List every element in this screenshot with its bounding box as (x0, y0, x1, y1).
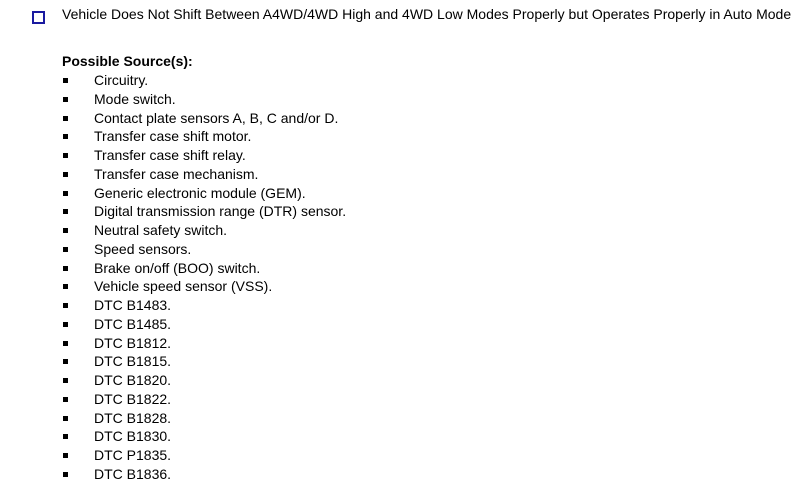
checkbox-icon[interactable] (32, 11, 45, 24)
list-item-text: DTC B1822. (94, 390, 172, 407)
list-item-text: Neutral safety switch. (94, 222, 228, 238)
list-item-text: Vehicle speed sensor (VSS). (94, 278, 273, 295)
list-item-text: Transfer case shift motor. (94, 128, 252, 145)
square-bullet-icon (63, 472, 68, 477)
list-item-text: Circuitry. (94, 72, 149, 88)
square-bullet-icon (63, 228, 68, 233)
list-item-text: Transfer case mechanism. (94, 165, 259, 182)
square-bullet-icon (63, 116, 68, 121)
square-bullet-icon (63, 341, 68, 346)
square-bullet-icon (63, 416, 68, 421)
square-bullet-icon (63, 191, 68, 196)
list-item-text: DTC B1483. (94, 297, 172, 313)
square-bullet-icon (63, 153, 68, 158)
list-item-text: DTC B1815. (94, 353, 172, 370)
possible-sources-heading: Possible Source(s): (62, 53, 193, 69)
square-bullet-icon (63, 209, 68, 214)
square-bullet-icon (63, 97, 68, 102)
list-item-text: DTC B1812. (94, 334, 172, 351)
list-item-text: Digital transmission range (DTR) sensor. (94, 203, 347, 220)
square-bullet-icon (63, 78, 68, 83)
symptom-title: Vehicle Does Not Shift Between A4WD/4WD High and 4WD Low Modes Properly but Operates Properly in Auto Mode (62, 6, 792, 22)
list-item-text: Speed sensors. (94, 240, 192, 257)
square-bullet-icon (63, 434, 68, 439)
list-item-text: DTC B1836. (94, 465, 172, 482)
list-item-text: DTC B1828. (94, 409, 172, 426)
square-bullet-icon (63, 359, 68, 364)
square-bullet-icon (63, 247, 68, 252)
square-bullet-icon (63, 453, 68, 458)
square-bullet-icon (63, 284, 68, 289)
square-bullet-icon (63, 303, 68, 308)
list-item-text: Brake on/off (BOO) switch. (94, 259, 261, 276)
square-bullet-icon (63, 397, 68, 402)
list-item-text: DTC B1485. (94, 315, 172, 332)
square-bullet-icon (63, 134, 68, 139)
list-item-text: Contact plate sensors A, B, C and/or D. (94, 109, 339, 126)
list-item-text: DTC P1835. (94, 447, 172, 463)
square-bullet-icon (63, 322, 68, 327)
square-bullet-icon (63, 172, 68, 177)
list-item-text: Generic electronic module (GEM). (94, 184, 306, 201)
square-bullet-icon (63, 266, 68, 271)
list-item-text: DTC B1820. (94, 372, 172, 388)
list-item-text: DTC B1830. (94, 428, 172, 445)
square-bullet-icon (63, 378, 68, 383)
list-item-text: Transfer case shift relay. (94, 147, 246, 163)
list-item-text: Mode switch. (94, 90, 176, 107)
